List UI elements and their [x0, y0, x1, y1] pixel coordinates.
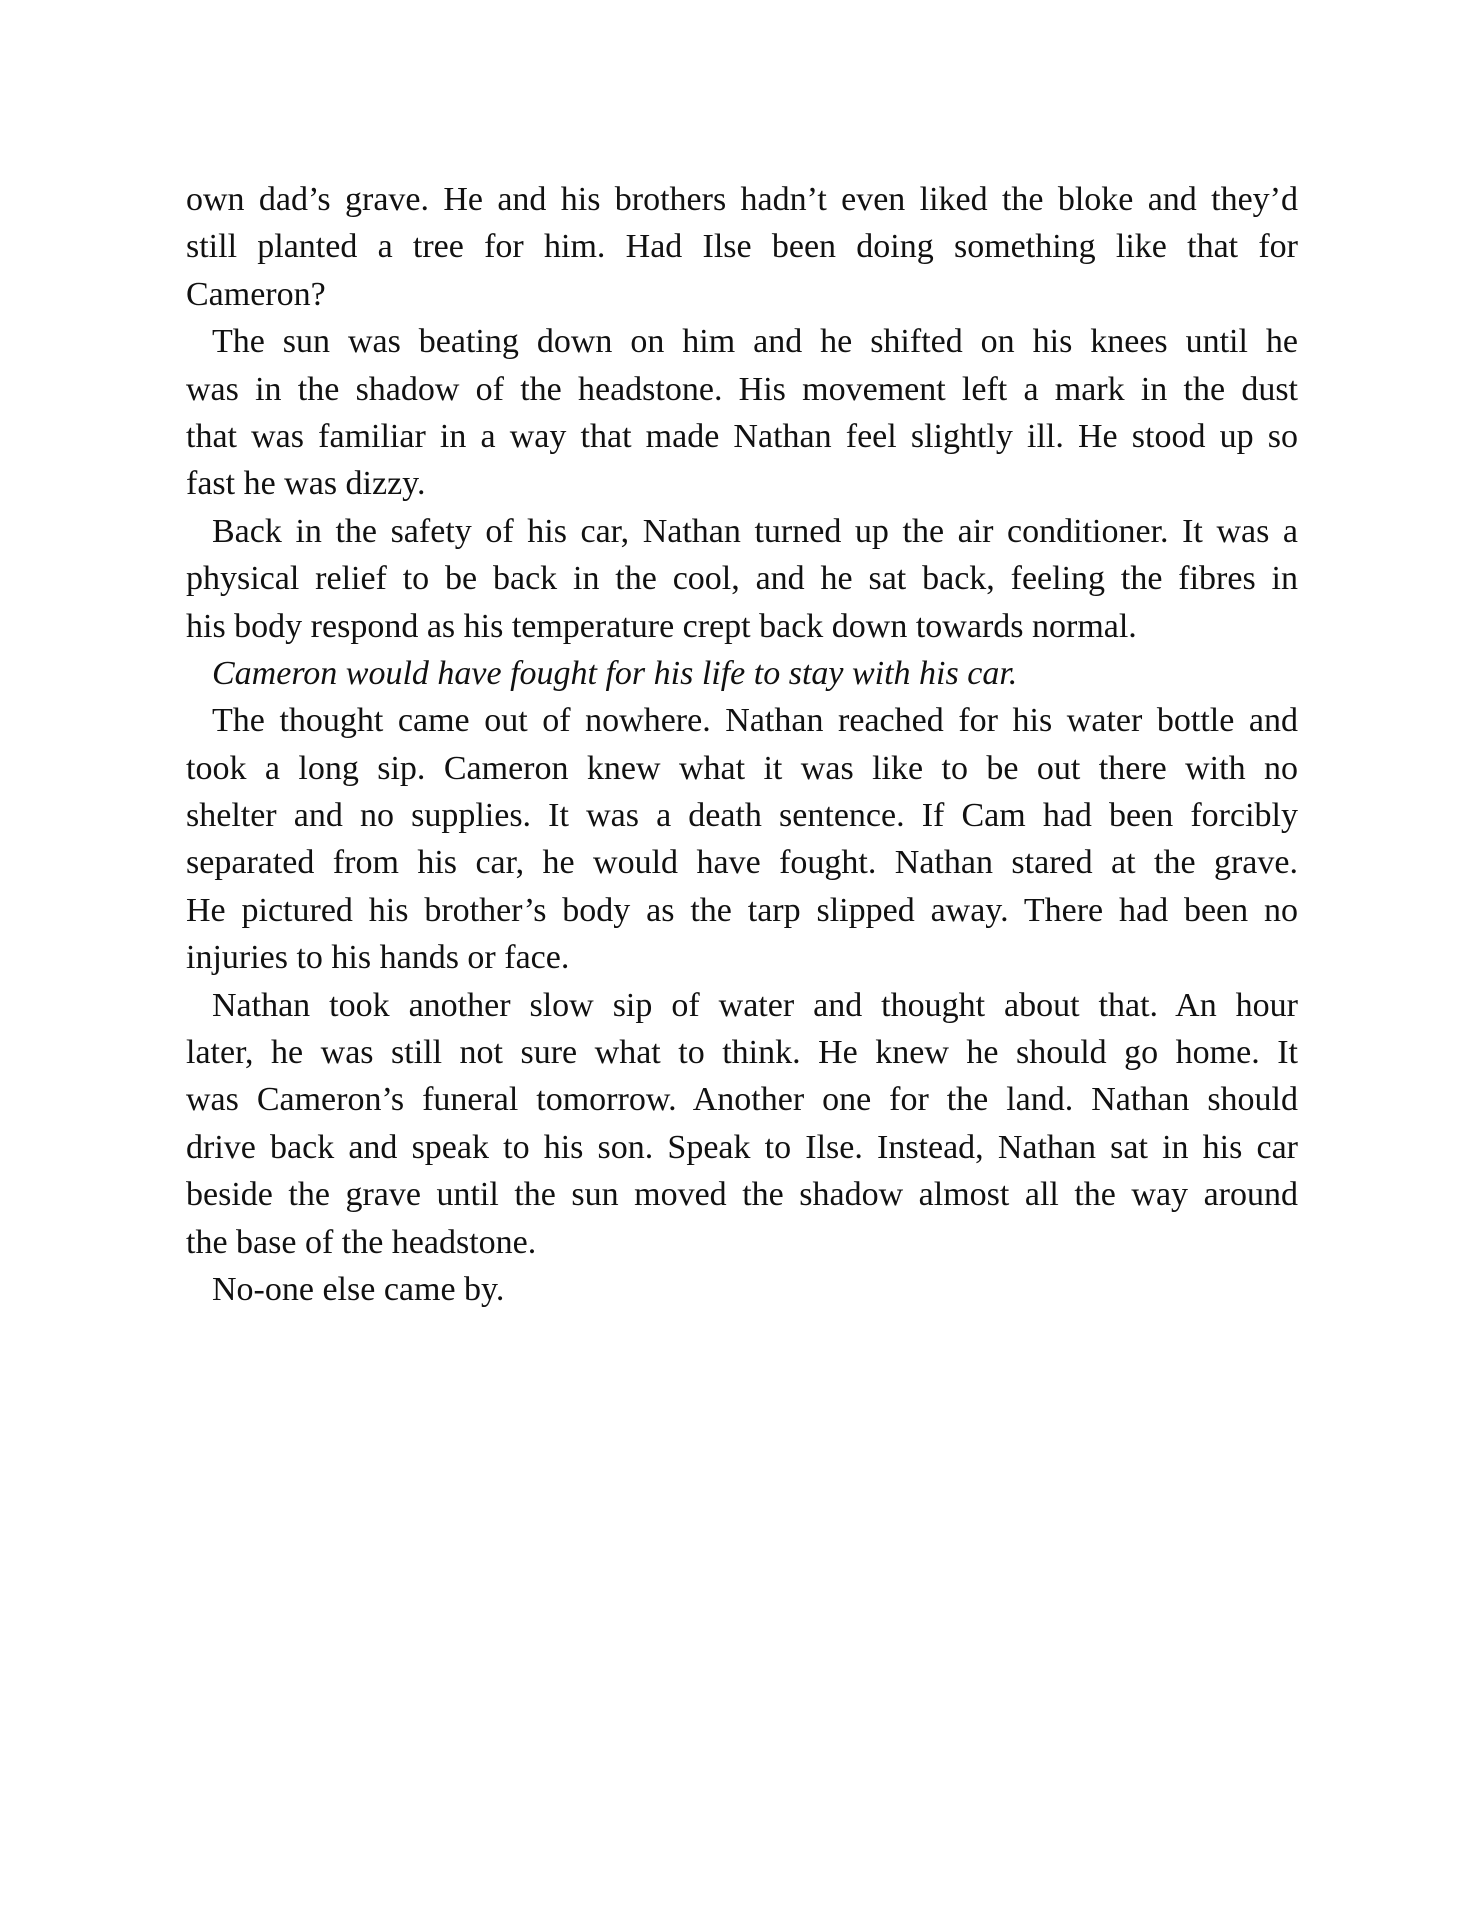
- text-line: still planted a tree for him. Had Ilse been doing something like that for: [186, 228, 1298, 266]
- text-line: was in the shadow of the headstone. His movement left a mark in the dust: [186, 370, 1298, 408]
- text-line: Nathan took another slow sip of water and thought about that. An hour: [212, 986, 1298, 1024]
- page-body-text: [186, 176, 1298, 1313]
- text-line: The thought came out of nowhere. Nathan reached for his water bottle and: [212, 702, 1298, 740]
- text-line: He pictured his brother’s body as the tarp slipped away. There had been no: [186, 891, 1298, 929]
- paragraph: [186, 1266, 1298, 1313]
- text-line: fast he was dizzy.: [186, 465, 426, 503]
- text-line: Back in the safety of his car, Nathan turned up the air conditioner. It was a: [212, 512, 1298, 550]
- paragraph: [186, 176, 1298, 318]
- paragraph: [186, 650, 1298, 697]
- text-line: injuries to his hands or face.: [186, 939, 570, 977]
- text-line: physical relief to be back in the cool, and he sat back, feeling the fibres in: [186, 560, 1298, 598]
- text-line: Cameron would have fought for his life to stay with his car.: [212, 654, 1018, 692]
- paragraph: [186, 318, 1298, 508]
- text-line: beside the grave until the sun moved the shadow almost all the way around: [186, 1176, 1298, 1214]
- text-line: shelter and no supplies. It was a death sentence. If Cam had been forcibly: [186, 797, 1298, 835]
- text-line: The sun was beating down on him and he shifted on his knees until he: [212, 323, 1298, 361]
- text-line: his body respond as his temperature crept back down towards normal.: [186, 607, 1137, 645]
- text-line: that was familiar in a way that made Nathan feel slightly ill. He stood up so: [186, 417, 1298, 455]
- paragraph: [186, 697, 1298, 981]
- paragraph: [186, 982, 1298, 1266]
- text-line: separated from his car, he would have fought. Nathan stared at the grave.: [186, 844, 1298, 882]
- paragraph: [186, 508, 1298, 650]
- text-line: Cameron?: [186, 275, 326, 313]
- text-line: own dad’s grave. He and his brothers hadn’t even liked the bloke and they’d: [186, 181, 1298, 218]
- text-line: drive back and speak to his son. Speak to Ilse. Instead, Nathan sat in his car: [186, 1128, 1298, 1166]
- text-line: was Cameron’s funeral tomorrow. Another one for the land. Nathan should: [186, 1081, 1298, 1119]
- text-line: the base of the headstone.: [186, 1223, 537, 1261]
- text-line: later, he was still not sure what to think. He knew he should go home. It: [186, 1034, 1298, 1072]
- text-line: No-one else came by.: [212, 1270, 505, 1308]
- text-line: took a long sip. Cameron knew what it was like to be out there with no: [186, 749, 1298, 787]
